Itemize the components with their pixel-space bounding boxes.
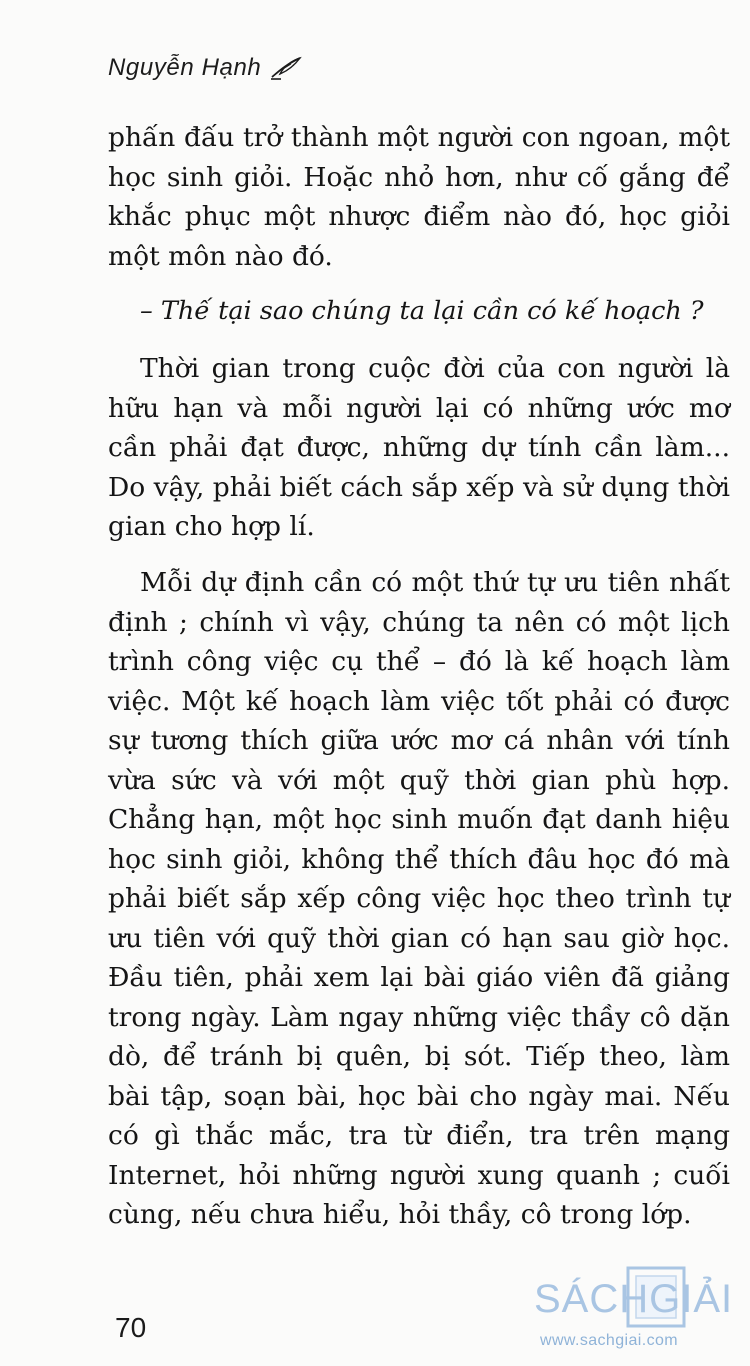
italic-question: – Thế tại sao chúng ta lại cần có kế hoạch ?	[140, 296, 704, 326]
sachgiai-watermark	[530, 1266, 740, 1358]
paragraph-priorities: Mỗi dự định cần có một thứ tự ưu tiên nhất định ; chính vì vậy, chúng ta nên có một lịch trình công việc cụ thể – đó là kế hoạch làm việc. Một kế hoạch làm việc tốt phải có được sự tương thích giữa ước mơ cá nhân với tính vừa sức và với một quỹ thời gian phù hợp. Chẳng hạn, một học sinh muốn đạt danh hiệu học sinh giỏi, không thể thích đâu học đó mà phải biết sắp xếp công việc học theo trình tự ưu tiên với quỹ thời gian có hạn sau giờ học. Đầu tiên, phải xem lại bài giáo viên đã giảng trong ngày. Làm ngay những việc thầy cô dặn dò, để tránh bị quên, bị sót. Tiếp theo, làm bài tập, soạn bài, học bài cho ngày mai. Nếu có gì thắc mắc, tra từ điển, tra trên mạng Internet, hỏi những người xung quanh ; cuối cùng, nếu chưa hiểu, hỏi thầy, cô trong lớp.	[108, 567, 730, 1230]
watermark-url: www.sachgiai.com	[540, 1332, 679, 1349]
sachgiai-logo	[530, 1266, 740, 1328]
paragraph-time-limited: Thời gian trong cuộc đời của con người là hữu hạn và mỗi người lại có những ước mơ cần phải đạt được, những dự tính cần làm... Do vậy, phải biết cách sắp xếp và sử dụng thời gian cho hợp lí.	[108, 353, 730, 542]
page-number: 70	[115, 1312, 147, 1343]
svg-text:SÁCHGIẢI: SÁCHGIẢI	[534, 1277, 734, 1321]
running-header	[108, 54, 305, 82]
paragraph-continuation: phấn đấu trở thành một người con ngoan, một học sinh giỏi. Hoặc nhỏ hơn, như cố gắng để khắc phục một nhược điểm nào đó, học giỏi một môn nào đó.	[108, 122, 730, 272]
quill-pen-icon	[269, 55, 305, 81]
author-name: Nguyễn Hạnh	[108, 54, 262, 81]
